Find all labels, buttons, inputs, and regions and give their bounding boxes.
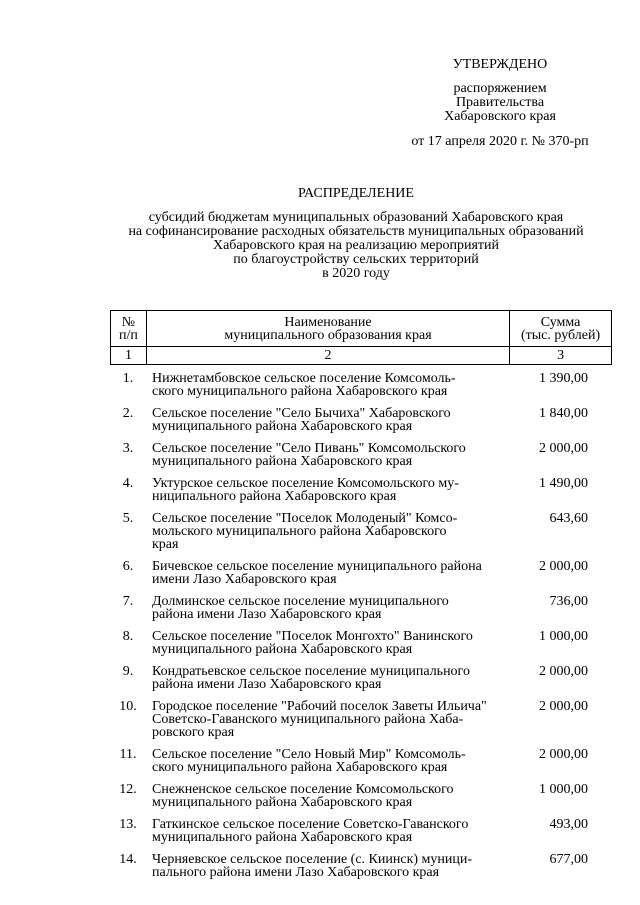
document-title: РАСПРЕДЕЛЕНИЕ	[298, 186, 414, 201]
row-name-line: Советско-Гаванского муниципального района Хаба-	[152, 712, 464, 727]
row-name-line: Сельское поселение "Село Пивань" Комсомольского	[152, 441, 466, 456]
row-name-line: Долминское сельское поселение муниципального	[152, 594, 449, 609]
row-name-line: ниципального района Хабаровского края	[152, 489, 397, 504]
row-name-line: края	[152, 537, 179, 552]
row-sum: 2 000,00	[539, 441, 588, 456]
row-number: 12.	[119, 782, 137, 797]
row-name-line: Кондратьевское сельское поселение муниципального	[152, 664, 470, 679]
table-row	[110, 818, 612, 844]
row-name-line: Уктурское сельское поселение Комсомольского му-	[152, 476, 459, 491]
row-name	[152, 560, 502, 586]
row-sum: 2 000,00	[539, 559, 588, 574]
row-name	[152, 477, 502, 503]
row-number: 6.	[122, 559, 134, 574]
header-num-cell	[111, 311, 147, 347]
row-sum: 1 390,00	[539, 371, 588, 386]
header-sum-line: Сумма	[540, 314, 581, 330]
row-name-line: Черняевское сельское поселение (с. Киинск) муници-	[152, 852, 473, 867]
row-name	[152, 665, 502, 691]
table-body	[110, 372, 612, 888]
row-name	[152, 595, 502, 621]
row-name-line: Городское поселение "Рабочий поселок Заветы Ильича"	[152, 699, 487, 714]
column-number-2: 2	[146, 347, 509, 365]
approval-title: УТВЕРЖДЕНО	[452, 57, 548, 72]
row-name	[152, 512, 502, 551]
table-header	[110, 310, 612, 365]
row-sum: 1 000,00	[539, 782, 588, 797]
row-name	[152, 407, 502, 433]
table-row	[110, 442, 612, 468]
row-name-line: пального района имени Лазо Хабаровского края	[152, 865, 440, 880]
approval-line: Хабаровского края	[444, 109, 556, 124]
row-number: 9.	[122, 664, 134, 679]
table-row	[110, 748, 612, 774]
approval-date: от 17 апреля 2020 г. № 370-рп	[411, 134, 589, 149]
table-row	[110, 783, 612, 809]
row-name-line: муниципального района Хабаровского края	[152, 419, 413, 434]
row-number: 13.	[119, 817, 137, 832]
row-number: 11.	[119, 747, 137, 762]
row-name-line: муниципального района Хабаровского края	[152, 454, 413, 469]
row-sum: 2 000,00	[539, 747, 588, 762]
table-row	[110, 560, 612, 586]
row-sum: 677,00	[549, 852, 588, 867]
row-name	[152, 818, 502, 844]
document-subtitle-line: на софинансирование расходных обязательств муниципальных образований	[128, 224, 584, 239]
header-name-line: муниципального образования края	[224, 327, 432, 343]
row-name-line: Бичевское сельское поселение муниципального района	[152, 559, 482, 574]
column-number-3: 3	[510, 347, 612, 365]
row-name-line: Снежненское сельское поселение Комсомольского	[152, 782, 454, 797]
row-name-line: ского муниципального района Хабаровского края	[152, 384, 448, 399]
table-row	[110, 853, 612, 879]
header-sum-line: (тыс. рублей)	[520, 327, 601, 343]
row-sum: 2 000,00	[539, 664, 588, 679]
header-num-line: п/п	[119, 327, 138, 343]
row-number: 4.	[122, 476, 134, 491]
row-name	[152, 372, 502, 398]
row-sum: 643,60	[549, 511, 588, 526]
row-name-line: района имени Лазо Хабаровского края	[152, 677, 382, 692]
row-number: 7.	[122, 594, 134, 609]
row-name	[152, 442, 502, 468]
row-name-line: муниципального района Хабаровского края	[152, 830, 413, 845]
row-sum: 1 490,00	[539, 476, 588, 491]
row-name	[152, 783, 502, 809]
row-number: 5.	[122, 511, 134, 526]
row-name-line: Гаткинское сельское поселение Советско-Гаванского	[152, 817, 469, 832]
row-name-line: муниципального района Хабаровского края	[152, 642, 413, 657]
row-name	[152, 700, 502, 739]
table-row	[110, 512, 612, 551]
row-name-line: муниципального района Хабаровского края	[152, 795, 413, 810]
approval-line: Правительства	[455, 95, 545, 110]
document-subtitle-line: Хабаровского края на реализацию мероприятий	[212, 238, 500, 253]
row-number: 10.	[119, 699, 137, 714]
table-row	[110, 477, 612, 503]
row-name-line: имени Лазо Хабаровского края	[152, 572, 337, 587]
row-sum: 493,00	[549, 817, 588, 832]
document-subtitle-line: в 2020 году	[322, 266, 390, 281]
approval-block	[400, 58, 600, 149]
row-name	[152, 853, 502, 879]
row-name	[152, 748, 502, 774]
row-sum: 1 000,00	[539, 629, 588, 644]
header-num-line: №	[121, 314, 136, 330]
table-row	[110, 372, 612, 398]
row-name-line: Сельское поселение "Поселок Молоденый" Комсо-	[152, 511, 458, 526]
row-number: 14.	[119, 852, 137, 867]
header-sum-cell	[510, 311, 612, 347]
row-number: 1.	[122, 371, 134, 386]
row-number: 8.	[122, 629, 134, 644]
header-name-line: Наименование	[284, 314, 372, 330]
row-sum: 736,00	[549, 594, 588, 609]
row-name-line: Сельское поселение "Село Бычиха" Хабаровского	[152, 406, 451, 421]
table-row	[110, 407, 612, 433]
table-row	[110, 665, 612, 691]
row-name-line: ского муниципального района Хабаровского края	[152, 760, 448, 775]
table-row	[110, 700, 612, 739]
table-row	[110, 595, 612, 621]
row-sum: 2 000,00	[539, 699, 588, 714]
document-subtitle-line: по благоустройству сельских территорий	[233, 252, 479, 267]
row-name-line: ровского края	[152, 725, 235, 740]
row-name-line: мольского муниципального района Хабаровского	[152, 524, 447, 539]
table-row	[110, 630, 612, 656]
approval-line: распоряжением	[453, 81, 547, 96]
row-number: 3.	[122, 441, 134, 456]
row-name-line: Сельское поселение "Поселок Монгохто" Ванинского	[152, 629, 473, 644]
row-name-line: Сельское поселение "Село Новый Мир" Комсомоль-	[152, 747, 466, 762]
row-name	[152, 630, 502, 656]
header-name-cell	[146, 311, 509, 347]
document-subtitle-line: субсидий бюджетам муниципальных образований Хабаровского края	[148, 210, 564, 225]
row-name-line: Нижнетамбовское сельское поселение Комсомоль-	[152, 371, 456, 386]
document-heading	[100, 187, 612, 281]
row-sum: 1 840,00	[539, 406, 588, 421]
column-number-1: 1	[111, 347, 147, 365]
row-number: 2.	[122, 406, 134, 421]
row-name-line: района имени Лазо Хабаровского края	[152, 607, 382, 622]
